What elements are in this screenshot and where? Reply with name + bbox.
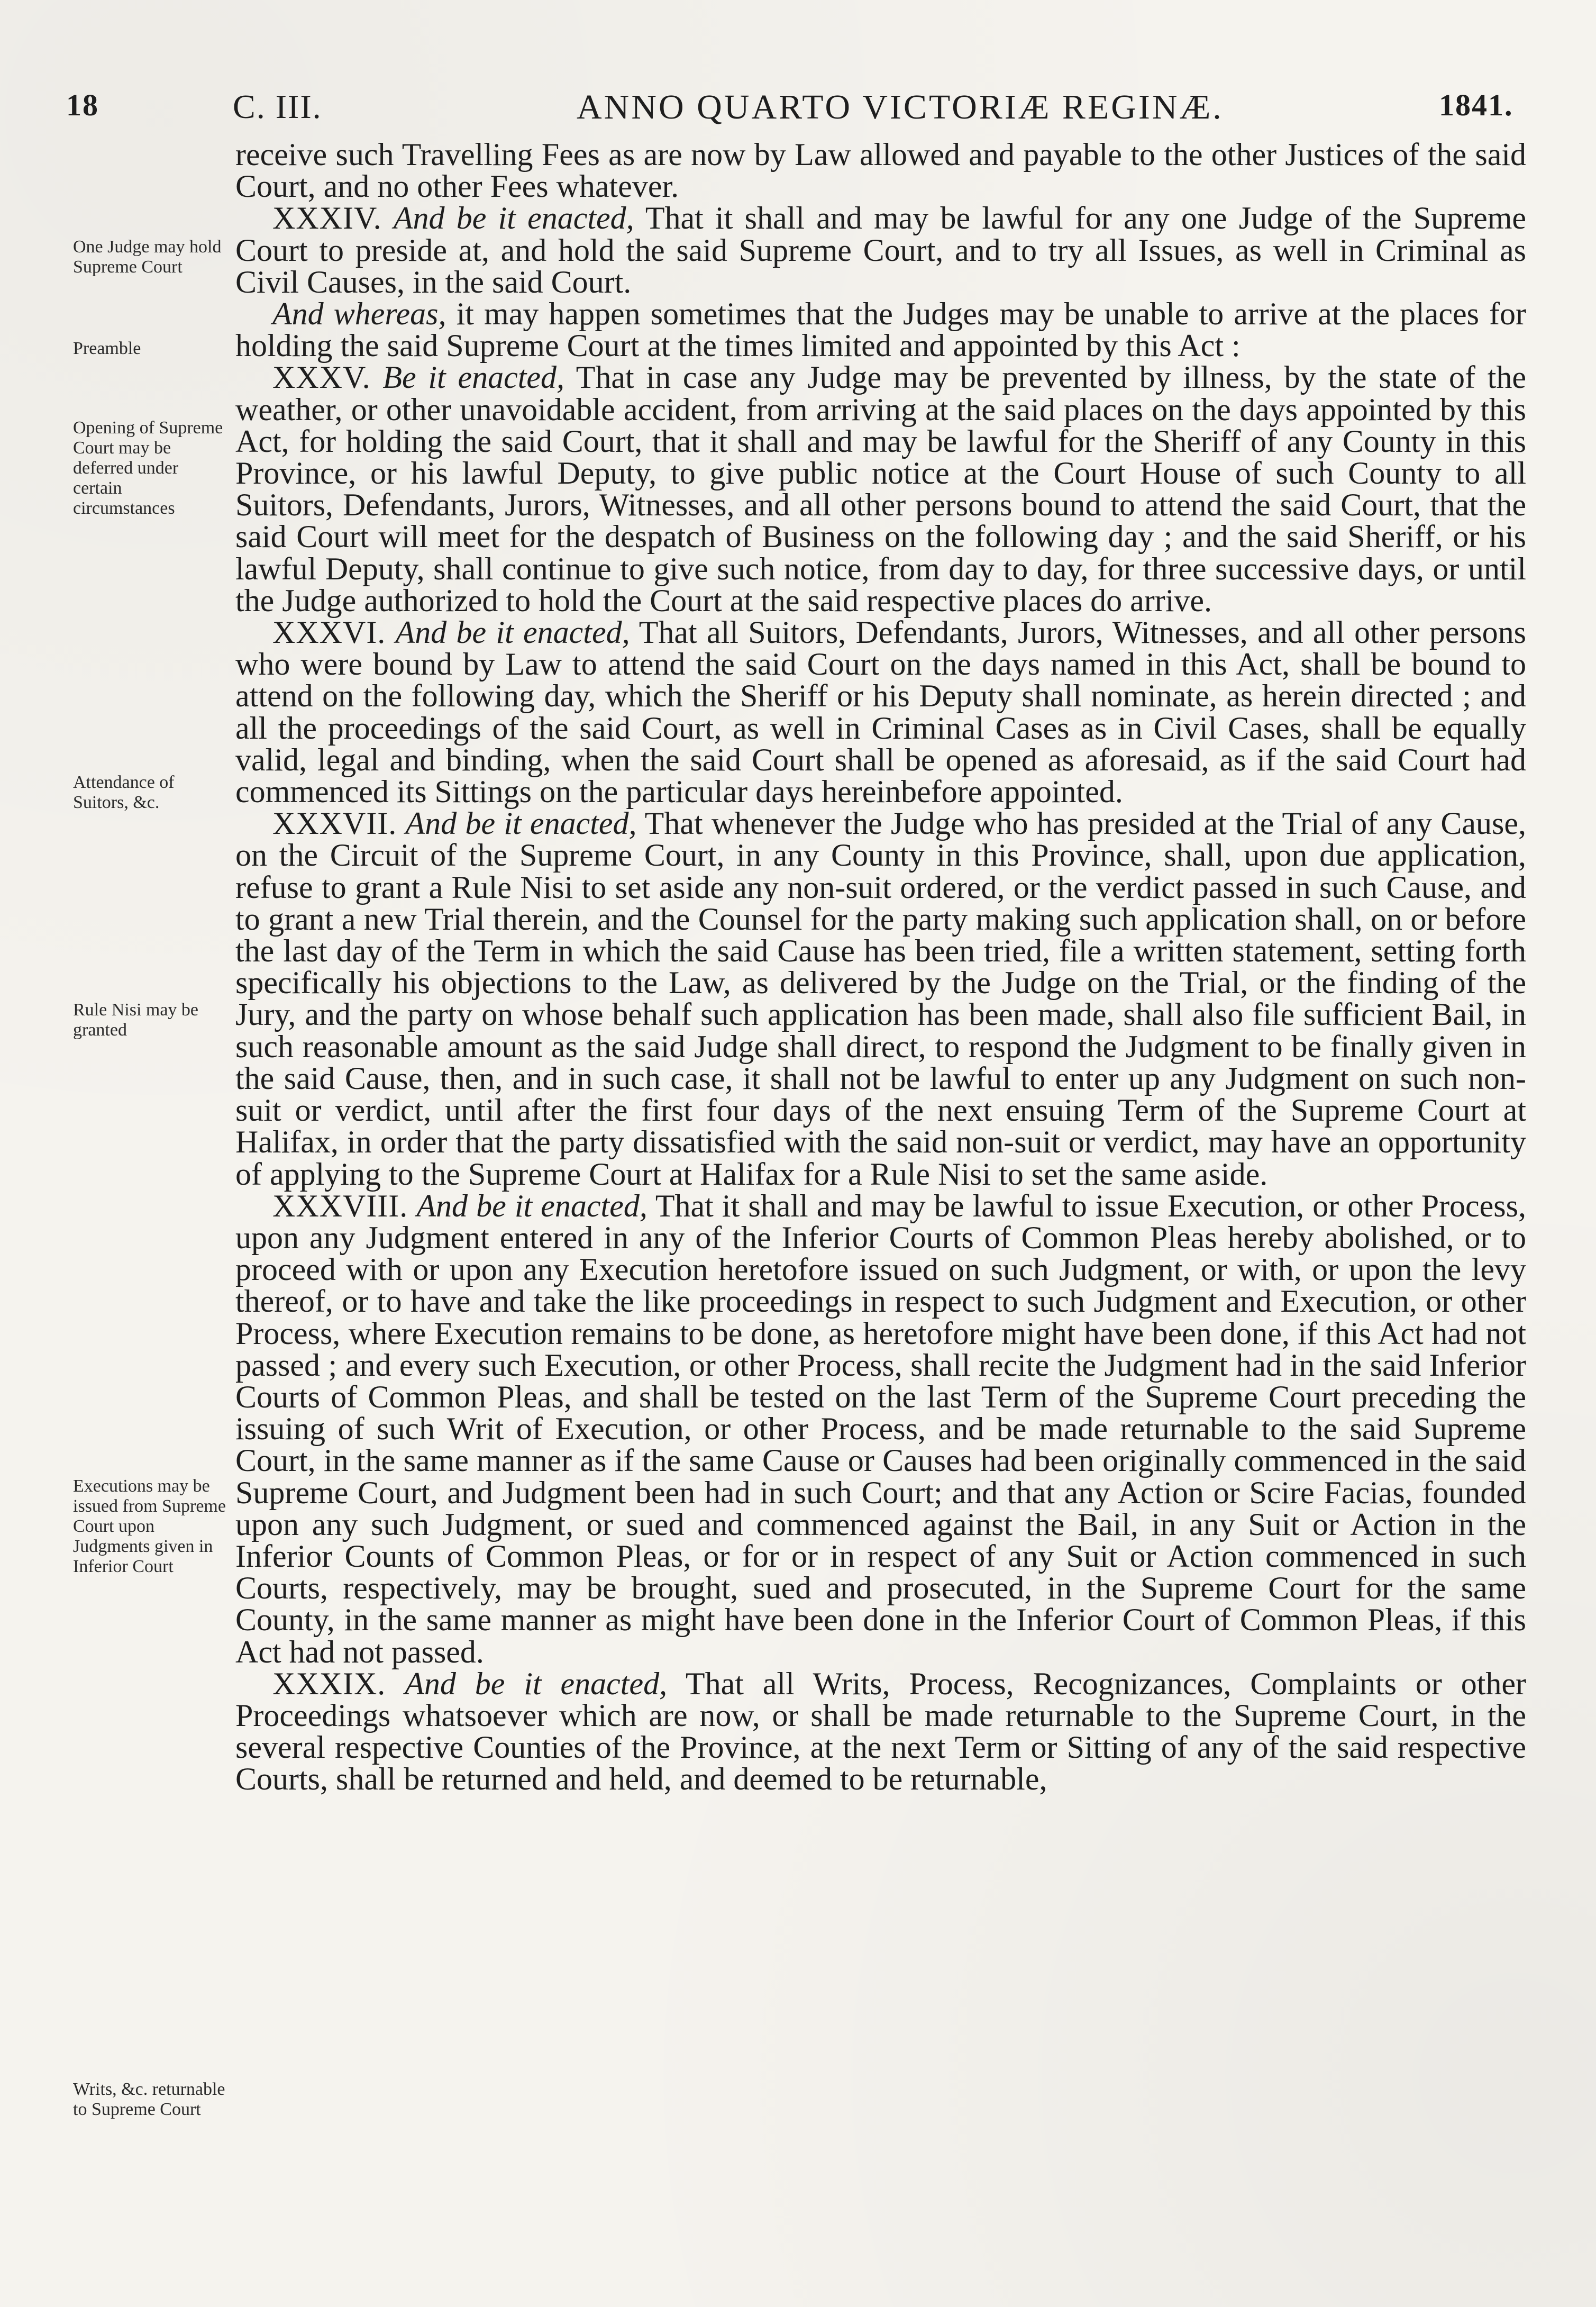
enacting-clause: And be it enacted, xyxy=(405,806,637,841)
paragraph-text: receive such Travelling Fees as are now by Law allowed and payable to the other Justices of the said Court, and no other Fees whatever. xyxy=(235,137,1526,204)
page-number: 18 xyxy=(66,88,99,122)
enacting-clause: Be it enacted, xyxy=(382,360,565,395)
year-label: 1841. xyxy=(1439,88,1513,122)
enacting-clause: And be it enacted, xyxy=(395,615,630,650)
running-header xyxy=(0,87,1596,135)
section-xxxiv xyxy=(235,202,1526,298)
section-number: XXXV. xyxy=(272,360,371,395)
margin-note-executions: Executions may be issued from Supreme Court upon Judgments given in Inferior Court xyxy=(73,1476,226,1576)
margin-note-preamble: Preamble xyxy=(73,339,141,358)
section-xxxviii xyxy=(235,1190,1526,1668)
paragraph-text: it may happen sometimes that the Judges may be unable to arrive at the places for holding the said Supreme Court at the times limited and appointed by this Act : xyxy=(235,296,1527,364)
section-xxxvii xyxy=(235,806,1526,1192)
enacting-clause: And be it enacted, xyxy=(393,201,634,236)
section-xxxvi xyxy=(235,615,1526,810)
paragraph-text: That it shall and may be lawful for any one Judge of the Supreme Court to preside at, and hold the said Supreme Court, and to try all Issues, as well in Criminal as Civil Causes, in the said Court. xyxy=(235,201,1527,299)
margin-note-opening-deferred: Opening of Supreme Court may be deferred under certain circumstances xyxy=(73,418,223,518)
margin-note-rule-nisi: Rule Nisi may be granted xyxy=(73,1000,199,1040)
enacting-clause: And be it enacted, xyxy=(416,1188,647,1223)
section-xxxix xyxy=(235,1668,1526,1795)
paragraph-text: That all Writs, Process, Recognizances, Complaints or other Proceedings whatsoever which are now, or shall be made returnable to the Supreme Court, in the several respective Counties of the Province, at the next Term or Sitting of any of the said respective Courts, shall be returned and held, and deemed to be returnable, xyxy=(235,1666,1527,1797)
section-number: XXXVI. xyxy=(272,615,386,650)
margin-note-one-judge: One Judge may hold Supreme Court xyxy=(73,237,222,277)
statute-body xyxy=(235,139,1526,1795)
chapter-label: C. III. xyxy=(233,88,322,125)
paragraph-continuation xyxy=(235,139,1526,202)
paragraph-text: That all Suitors, Defendants, Jurors, Witnesses, and all other persons who were bound by Law to attend the said Court on the days named in this Act, shall be bound to attend on the following day, which the Sheriff or his Deputy shall nominate, as herein directed ; and all the proceedings of the said Court, as well in Criminal Cases as in Civil Cases, shall be equally valid, legal and binding, when the said Court shall be opened as aforesaid, as if the said Court had commenced its Sittings on the particular days hereinbefore appointed. xyxy=(235,615,1526,810)
running-title: ANNO QUARTO VICTORIÆ REGINÆ. xyxy=(577,88,1224,126)
margin-note-attendance: Attendance of Suitors, &c. xyxy=(73,773,175,812)
paragraph-text: That whenever the Judge who has presided at the Trial of any Cause, on the Circuit of the Supreme Court, in any County in this Province, shall, upon due application, refuse to grant a Rule Nisi to set aside any non-suit ordered, or the verdict passed in such Cause, and to grant a new Trial therein, and the Counsel for the party making such application shall, on or before the last day of the Term in which the said Cause has been tried, file a written statement, setting forth specifically his objections to the Law, as delivered by the Judge on the Trial, or the finding of the Jury, and the party on whose behalf such application has been made, shall also file sufficient Bail, in such reasonable amount as the said Judge shall direct, to respond the Judgment to be finally given in the said Cause, then, and in such case, it shall not be lawful to enter up any Judgment on such non-suit or verdict, until after the first four days of the next ensuing Term of the Supreme Court at Halifax, in order that the party dissatisfied with the said non-suit or verdict, may have an opportunity of applying to the Supreme Court at Halifax for a Rule Nisi to set the same aside. xyxy=(235,806,1526,1192)
paragraph-text: That in case any Judge may be prevented by illness, by the state of the weather, or other unavoidable accident, from arriving at the said places on the days appointed by this Act, for holding the said Court, that it shall and may be lawful for the Sheriff of any County in this Province, or his lawful Deputy, to give public notice at the Court House of such County to all Suitors, Defendants, Jurors, Witnesses, and all other persons bound to attend the said Court, that the said Court will meet for the despatch of Business on the following day ; and the said Sheriff, or his lawful Deputy, shall continue to give such notice, from day to day, for three successive days, or until the Judge authorized to hold the Court at the said respective places do arrive. xyxy=(235,360,1527,618)
margin-note-writs: Writs, &c. returnable to Supreme Court xyxy=(73,2079,225,2119)
paragraph-text: That it shall and may be lawful to issue Execution, or other Process, upon any Judgment entered in any of the Inferior Courts of Common Pleas hereby abolished, or to proceed with or upon any Execution heretofore issued on such Judgment, or with, or upon the levy thereof, or to have and take the like proceedings in respect to such Judgment and Execution, or other Process, where Execution remains to be done, as heretofore might have been done, if this Act had not passed ; and every such Execution, or other Process, shall recite the Judgment had in the said Inferior Courts of Common Pleas, and shall be tested on the last Term of the Supreme Court preceding the issuing of such Writ of Execution, or other Process, and be made returnable to the said Supreme Court, in the same manner as if the same Cause or Causes had been originally commenced in the said Supreme Court, and Judgment been had in such Court; and that any Action or Scire Facias, founded upon any such Judgment, or sued and commenced against the Bail, in any Suit or Action in the Inferior Counts of Common Pleas, or for or in respect of any Suit or Action commenced in such Courts, respectively, may be brought, sued and prosecuted, in the Supreme Court for the same County, in the same manner as might have been done in the Inferior Court of Common Pleas, if this Act had not passed. xyxy=(235,1188,1527,1669)
section-number: XXXIV. xyxy=(272,201,382,236)
section-number: XXXVII. xyxy=(272,806,397,841)
section-number: XXXIX. xyxy=(272,1666,386,1701)
section-xxxv xyxy=(235,361,1526,616)
preamble-paragraph xyxy=(235,296,1527,364)
section-number: XXXVIII. xyxy=(272,1188,408,1223)
enacting-clause: And be it enacted, xyxy=(405,1666,668,1701)
enacting-clause: And whereas, xyxy=(272,296,446,332)
